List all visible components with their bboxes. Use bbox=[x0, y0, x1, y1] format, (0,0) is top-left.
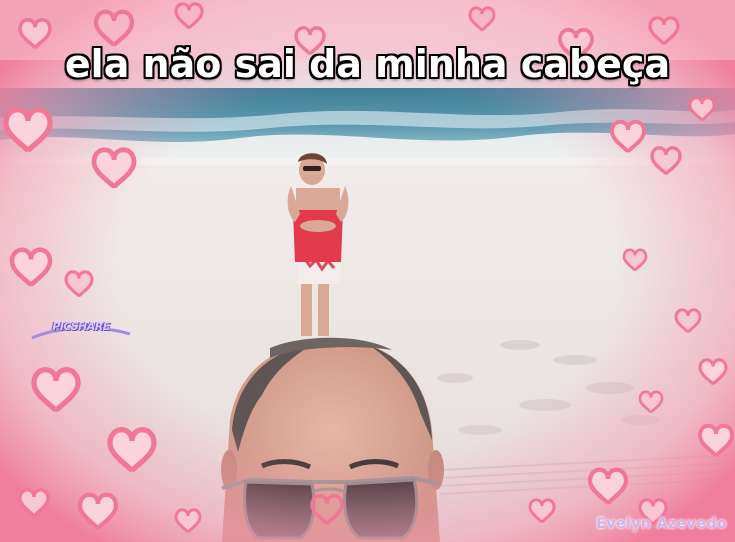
watermark: Evelyn Azevedo bbox=[596, 516, 727, 532]
site-logo bbox=[28, 318, 134, 346]
logo-text: PICSHARE bbox=[52, 320, 110, 333]
meme-caption: ela não sai da minha cabeça bbox=[64, 42, 671, 86]
